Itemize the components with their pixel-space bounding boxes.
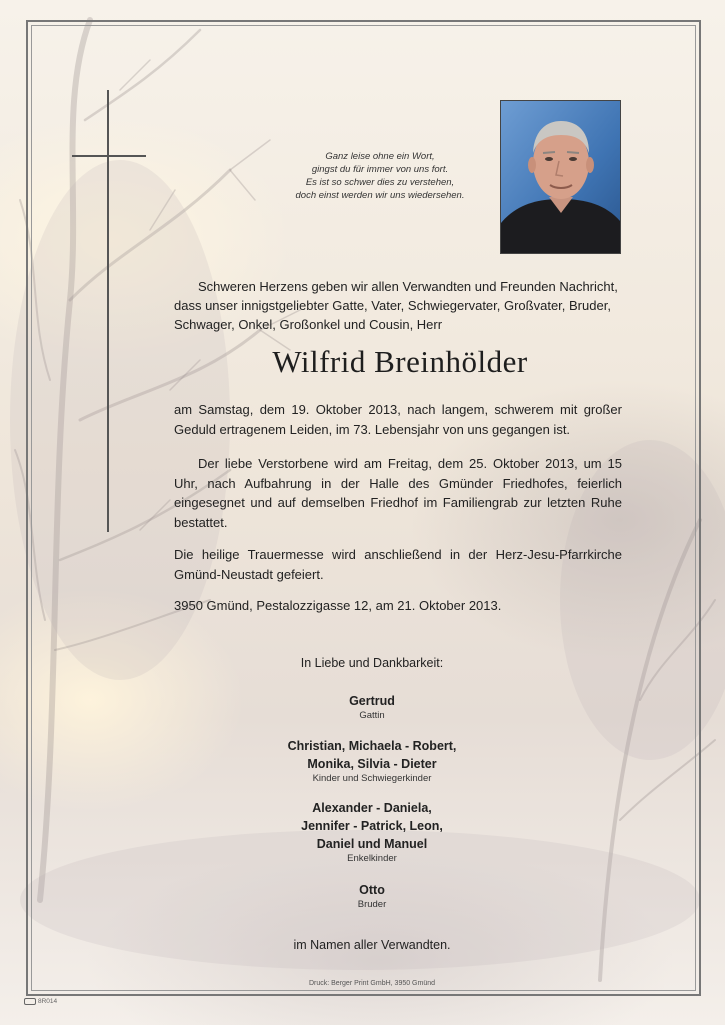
intro-line: Schwager, Onkel, Großonkel und Cousin, Herr [174, 317, 443, 332]
mourner-group-children [222, 737, 522, 785]
printer-credit: Druck: Berger Print GmbH, 3950 Gmünd [308, 980, 436, 987]
mourner-names: Monika, Silvia - Dieter [307, 757, 437, 771]
mourner-relation: Kinder und Schwiegerkinder [312, 773, 432, 784]
form-code [24, 998, 57, 1005]
poem-line: Es ist so schwer dies zu verstehen, [305, 177, 455, 188]
portrait-illustration [501, 101, 620, 253]
mourner-names: Alexander - Daniela, [312, 801, 432, 815]
mourner-names: Otto [359, 883, 385, 897]
mourner-names: Gertrud [349, 694, 395, 708]
death-paragraph: am Samstag, dem 19. Oktober 2013, nach langem, schwerem mit großer Geduld ertragenem Leiden, im 73. Lebensjahr von uns gegangen ist. [174, 402, 622, 437]
mourner-relation: Bruder [357, 899, 387, 910]
form-code-text: 8R014 [38, 998, 58, 1006]
burial-text: Der liebe Verstorbene wird am Freitag, dem 25. Oktober 2013, um 15 Uhr, nach Aufbahrung in der Halle des Gmünder Friedhofes, feierlich eingesegnet und auf demselben Friedhof im Familiengrab zur letzten Ruhe bestattet. [174, 456, 622, 530]
deceased-name: Wilfrid Breinhölder [272, 344, 528, 379]
intro-line: dass unser innigstgeliebter Gatte, Vater, Schwiegervater, Großvater, Bruder, [174, 298, 611, 313]
mourner-names: Jennifer - Patrick, Leon, [301, 819, 443, 833]
place-and-date: 3950 Gmünd, Pestalozzigasse 12, am 21. Oktober 2013. [174, 598, 502, 613]
printer-logo-icon [24, 998, 36, 1005]
burial-paragraph [174, 454, 622, 532]
cross-icon-bar [72, 155, 146, 157]
intro-line: Schweren Herzens geben wir allen Verwandten und Freunden Nachricht, [198, 279, 618, 294]
mourner-group-grandchildren [222, 799, 522, 865]
mass-paragraph: Die heilige Trauermesse wird anschließend in der Herz-Jesu-Pfarrkirche Gmünd-Neustadt gefeiert. [174, 547, 622, 582]
mourner-names: Daniel und Manuel [316, 837, 428, 851]
poem [270, 150, 490, 202]
intro-text [174, 277, 622, 334]
poem-line: doch einst werden wir uns wiedersehen. [295, 190, 465, 201]
portrait-photo [500, 100, 621, 254]
poem-line: gingst du für immer von uns fort. [311, 164, 449, 175]
mourner-relation: Gattin [359, 710, 385, 721]
mourner-group-brother [222, 881, 522, 911]
mourner-group-spouse [222, 692, 522, 722]
poem-line: Ganz leise ohne ein Wort, [325, 151, 435, 162]
mourner-relation: Enkelkinder [347, 853, 397, 864]
mourner-names: Christian, Michaela - Robert, [287, 739, 457, 753]
closing-line: im Namen aller Verwandten. [293, 938, 451, 952]
thanks-line: In Liebe und Dankbarkeit: [300, 656, 444, 670]
